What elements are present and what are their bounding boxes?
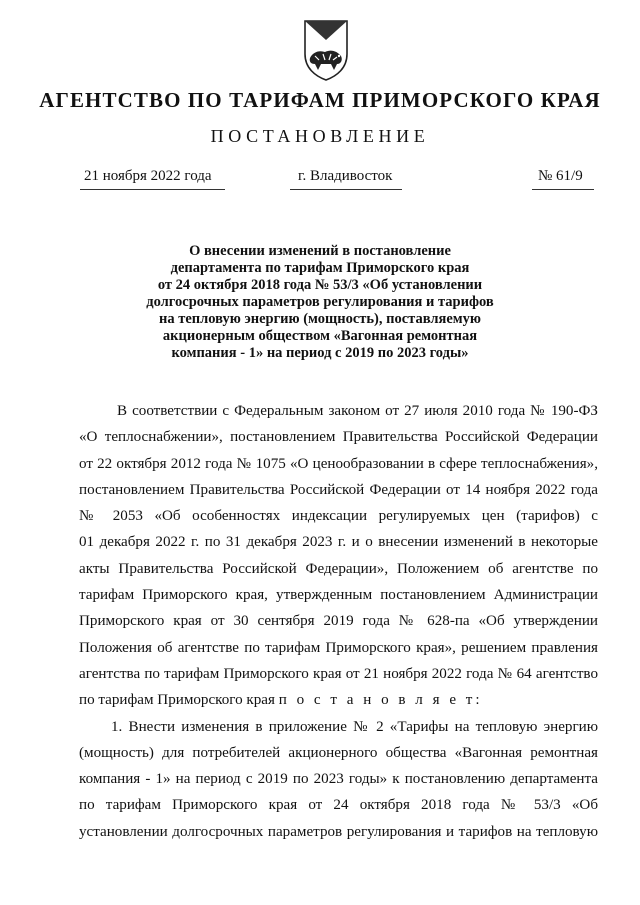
body-line: акты Правительства Российской Федерации», Положением об агентстве по xyxy=(79,560,598,577)
title-line: на тепловую энергию (мощность), поставляемую xyxy=(159,311,481,327)
date-underline xyxy=(80,189,225,190)
body-line: постановлением Правительства Российской Федерации от 14 ноября 2022 года xyxy=(79,481,598,498)
body-line: № 2053 «Об особенностях индексации регулируемых цен (тарифов) с xyxy=(79,508,598,525)
body-line: «О теплоснабжении», постановлением Правительства Российской Федерации xyxy=(79,429,598,446)
title-line: акционерным обществом «Вагонная ремонтная xyxy=(162,328,478,344)
resolution-title xyxy=(120,243,520,362)
body-line: агентства по тарифам Приморского края от 21 ноября 2022 года № 64 агентство xyxy=(79,665,598,682)
body-line: 01 декабря 2022 г. по 31 декабря 2023 г. и о внесении изменений в некоторые xyxy=(79,534,598,551)
item-line: (мощность) для потребителей акционерного общества «Вагонная ремонтная xyxy=(79,744,598,761)
body-line: В соответствии с Федеральным законом от 27 июля 2010 года № 190-ФЗ xyxy=(117,403,598,419)
title-line: департамента по тарифам Приморского края xyxy=(170,260,470,276)
resolves-word: п о с т а н о в л я е т: xyxy=(278,692,483,709)
preamble-last-text: по тарифам Приморского края xyxy=(79,692,275,709)
document-type: ПОСТАНОВЛЕНИЕ xyxy=(210,126,430,146)
title-line: О внесении изменений в постановление xyxy=(189,243,451,259)
document-date: 21 ноября 2022 года xyxy=(84,168,212,184)
city-underline xyxy=(290,189,402,190)
agency-title: АГЕНТСТВО ПО ТАРИФАМ ПРИМОРСКОГО КРАЯ xyxy=(39,88,601,112)
number-underline xyxy=(532,189,594,190)
document-number-value: № 61/9 xyxy=(538,168,583,184)
item-line: компания - 1» на период с 2019 по 2023 годы» к постановлению департамента xyxy=(79,771,598,788)
item-line: 1. Внести изменения в приложение № 2 «Тарифы на тепловую энергию xyxy=(111,718,598,735)
body-line: Положения об агентстве по тарифам Приморского края», решением правления xyxy=(79,639,598,656)
body-line-resolves xyxy=(79,687,598,713)
title-line: долгосрочных параметров регулирования и тарифов xyxy=(146,294,494,310)
title-line: компания - 1» на период с 2019 по 2023 годы» xyxy=(171,345,469,361)
document-body xyxy=(79,398,598,845)
item-line: по тарифам Приморского края от 24 октября 2018 года № 53/3 «Об xyxy=(79,797,598,814)
item-line: установлении долгосрочных параметров регулирования и тарифов на тепловую xyxy=(79,823,598,840)
body-line: от 22 октября 2012 года № 1075 «О ценообразовании в сфере теплоснабжения», xyxy=(79,455,598,472)
body-line: Приморского края от 30 сентября 2019 года № 628-па «Об утверждении xyxy=(79,613,598,630)
coat-of-arms-icon xyxy=(301,18,351,82)
document-city: г. Владивосток xyxy=(298,168,393,184)
title-line: от 24 октября 2018 года № 53/3 «Об установлении xyxy=(157,277,483,293)
document-number xyxy=(538,168,583,185)
body-line: тарифам Приморского края, утвержденным постановлением Администрации xyxy=(79,587,598,604)
